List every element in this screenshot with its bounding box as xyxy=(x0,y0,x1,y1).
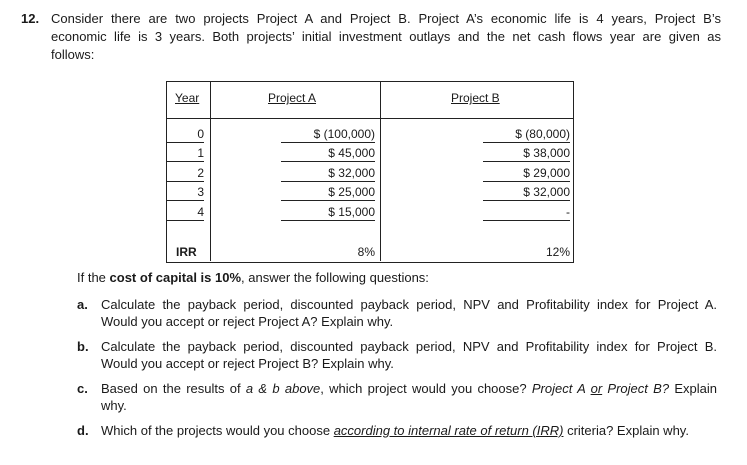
table-row xyxy=(166,146,574,162)
sub-question-line xyxy=(101,380,717,397)
project-a-cell: $ 25,000 xyxy=(281,185,375,201)
project-b-cell: - xyxy=(483,205,570,221)
sub-question-label: d. xyxy=(77,423,89,438)
irr-label: IRR xyxy=(176,245,197,259)
sub-question-b xyxy=(77,338,717,372)
header-project-b-text: Project B xyxy=(451,91,500,105)
text-run: , which project would you choose? xyxy=(320,381,532,396)
text-run: criteria? Explain why. xyxy=(563,423,689,438)
sub-question-line: why. xyxy=(101,398,127,413)
table-header-row xyxy=(166,81,574,119)
sub-question-label: a. xyxy=(77,297,88,312)
text-run-italic: a & b above xyxy=(245,381,321,396)
project-b-cell: $ 38,000 xyxy=(483,146,570,162)
irr-row xyxy=(166,245,574,261)
text-run-italic-underline: according to internal rate of return (IRR) xyxy=(333,423,564,438)
question-number: 12. xyxy=(21,11,40,26)
sub-question-line: Calculate the payback period, discounted payback period, NPV and Profitability index for Project B. xyxy=(101,339,717,354)
sub-question-a xyxy=(77,296,717,330)
sub-question-line: Calculate the payback period, discounted payback period, NPV and Profitability index for Project A. xyxy=(101,297,717,312)
text-run-italic: Project B? xyxy=(602,381,670,396)
project-b-cell: $ 29,000 xyxy=(483,166,570,182)
year-cell: 3 xyxy=(166,185,204,201)
project-a-cell: $ 15,000 xyxy=(281,205,375,221)
year-cell: 2 xyxy=(166,166,204,182)
year-cell: 0 xyxy=(166,127,204,143)
instructions-suffix: , answer the following questions: xyxy=(241,270,429,285)
sub-question-label: b. xyxy=(77,339,89,354)
header-year: Year xyxy=(175,91,200,105)
question-text xyxy=(51,10,721,64)
sub-question-line: Would you accept or reject Project B? Explain why. xyxy=(101,356,394,371)
question-line-3: follows: xyxy=(51,47,95,62)
sub-question-label: c. xyxy=(77,381,88,396)
project-b-cell: $ 32,000 xyxy=(483,185,570,201)
text-run: Explain xyxy=(669,381,717,396)
sub-question-c xyxy=(77,380,717,414)
cost-of-capital: cost of capital is 10% xyxy=(109,270,242,285)
header-project-a: Project A xyxy=(268,91,317,105)
table-row xyxy=(166,185,574,201)
year-cell: 1 xyxy=(166,146,204,162)
question-line-2: economic life is 3 years. Both projects’ initial investment outlays and the net cash flows year are given as xyxy=(51,29,721,44)
project-a-cell: $ 45,000 xyxy=(281,146,375,162)
year-cell: 4 xyxy=(166,205,204,221)
cash-flow-table xyxy=(166,81,574,263)
instructions-prefix: If the xyxy=(77,270,110,285)
text-run: Based on the results of xyxy=(101,381,246,396)
project-a-cell: $ (100,000) xyxy=(281,127,375,143)
text-run-italic-underline: or xyxy=(590,381,603,396)
question-header xyxy=(21,10,721,64)
table-row xyxy=(166,205,574,221)
irr-project-a: 8% xyxy=(357,245,375,259)
text-run: Which of the projects would you choose xyxy=(101,423,334,438)
irr-project-b: 12% xyxy=(545,245,570,259)
header-project-b xyxy=(451,91,500,105)
question-line-1: Consider there are two projects Project A and Project B. Project A’s economic life is 4 years, Project B’s xyxy=(51,11,721,26)
sub-question-d xyxy=(77,422,717,439)
sub-questions xyxy=(77,296,717,447)
table-row xyxy=(166,127,574,143)
table-row xyxy=(166,166,574,182)
text-run-italic: Project A xyxy=(531,381,591,396)
sub-question-line: Would you accept or reject Project A? Explain why. xyxy=(101,314,394,329)
project-a-cell: $ 32,000 xyxy=(281,166,375,182)
project-b-cell: $ (80,000) xyxy=(483,127,570,143)
instructions xyxy=(77,270,429,285)
